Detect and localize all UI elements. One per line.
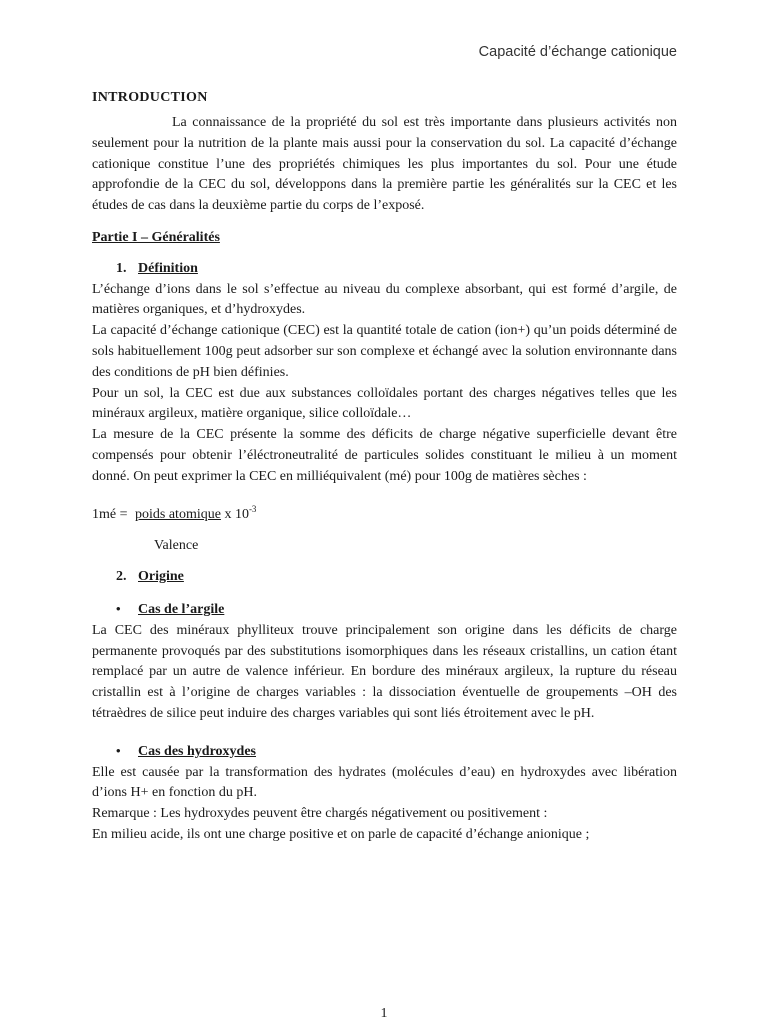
part-one-heading: Partie I – Généralités (92, 229, 220, 245)
introduction-heading: INTRODUCTION (92, 90, 208, 105)
formula-numerator: poids atomique (135, 506, 221, 522)
bullet-title: Cas de l’argile (138, 601, 225, 617)
section-number: 1. (116, 260, 127, 276)
introduction-paragraph: La connaissance de la propriété du sol est très importante dans plusieurs activités non seulement pour la nutrition de la plante mais aussi pour la conservation du sol. La capacité d’échange cationique constitue l’une des propriétés chimiques les plus importantes du sol. Pour une étude approfondie de la CEC du sol, développons dans la première partie les généralités sur la CEC et les études de cas dans la deuxième partie du corps de l’exposé. (92, 115, 677, 214)
bullet-argile-heading (92, 599, 677, 621)
bullet-hydroxydes-heading (92, 741, 677, 763)
formula-denominator: Valence (154, 538, 199, 554)
bullet-icon: • (116, 742, 121, 758)
acid-paragraph: En milieu acide, ils ont une charge positive et on parle de capacité d’échange anionique ; (92, 826, 590, 842)
definition-paragraph-3: Pour un sol, la CEC est due aux substances colloïdales portant des charges négatives telles que les minéraux argileux, matière organique, silice colloïdale… (92, 385, 677, 422)
bullet-icon: • (116, 600, 121, 616)
argile-paragraph: La CEC des minéraux phylliteux trouve principalement son origine dans les déficits de charge permanente provoqués par des substitutions isomorphiques dans les réseaux cristallins, un cation étant remplacé par un autre de valence inférieur. En bordure des minéraux argileux, la rupture du réseau cristallin est à l’origine de charges variables : la dissociation éventuelle de groupements –OH des tétraèdres de silice peut induire des charges variables qui sont liés étroitement avec le pH. (92, 622, 677, 721)
page-number: 1 (380, 1006, 388, 1021)
section-title: Origine (138, 569, 184, 585)
bullet-title: Cas des hydroxydes (138, 743, 256, 759)
formula-lhs: 1mé = (92, 506, 128, 522)
section-title: Définition (138, 260, 198, 276)
page-header: Capacité d’échange cationique (478, 44, 677, 60)
formula-exponent: -3 (248, 503, 257, 514)
section-origine-heading (92, 567, 677, 588)
definition-paragraph-1: L’échange d’ions dans le sol s’effectue au niveau du complexe absorbant, qui est formé d’argile, de matières organiques, et d’hydroxydes. (92, 281, 677, 318)
formula-times: x 10 (224, 506, 249, 522)
formula-line (92, 499, 677, 526)
document-body (92, 90, 677, 846)
section-definition-heading (92, 259, 677, 280)
section-number: 2. (116, 569, 127, 585)
definition-paragraph-4: La mesure de la CEC présente la somme des déficits de charge négative superficielle devant être compensés pour obtenir l’éléctroneutralité de particules solides constituant le milieu à un moment donné. On peut exprimer la CEC en milliéquivalent (mé) pour 100g de matières sèches : (92, 427, 677, 484)
hydroxydes-paragraph: Elle est causée par la transformation des hydrates (molécules d’eau) en hydroxydes avec libération d’ions H+ en fonction du pH. (92, 764, 677, 801)
remark-paragraph: Remarque : Les hydroxydes peuvent être chargés négativement ou positivement : (92, 806, 548, 822)
definition-paragraph-2: La capacité d’échange cationique (CEC) est la quantité totale de cation (ion+) qu’un poids déterminé de sols habituellement 100g peut adsorber sur son complexe et échangé avec la solution environnante dans des conditions de pH bien définies. (92, 323, 677, 380)
